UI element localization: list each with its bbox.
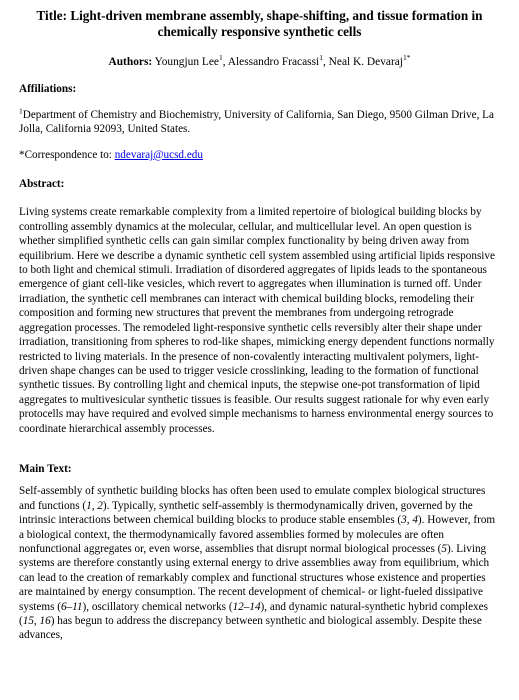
affiliations-heading: Affiliations:: [19, 83, 77, 96]
author-name: Alessandro Fracassi: [227, 56, 320, 68]
email-link[interactable]: ndevaraj@ucsd.edu: [114, 148, 203, 161]
affiliation-mark: 1: [19, 106, 23, 116]
authors-label: Authors:: [108, 56, 153, 68]
citation-ref: 1, 2: [86, 499, 103, 512]
correspondence-line: [19, 148, 500, 162]
author-name: Neal K. Devaraj: [328, 56, 403, 68]
main-text-heading: Main Text:: [19, 462, 72, 475]
affiliation-text: [19, 108, 500, 137]
affiliation-address: Department of Chemistry and Biochemistry, University of California, San Diego, 9500 Gilman Drive, La Jolla, California 92093, United States.: [19, 108, 494, 136]
title-text: Light-driven membrane assembly, shape-shifting, and tissue formation in chemically responsive synthetic cells: [70, 8, 483, 39]
main-text-segment: ). Living systems are therefore constantly using external energy to drive assemblies away from equilibrium, which can lead to the creation of remarkably complex and functional structures whose existence and properties are maintained by energy consumption. The recent development of chemical- or light-fueled dissipative systems (: [19, 542, 490, 613]
main-text-body: [19, 484, 500, 642]
citation-ref: 12–14: [232, 600, 261, 613]
main-text-segment: ) has begun to address the discrepancy between synthetic and biological assembly. Despite these advances,: [19, 615, 482, 642]
main-text-segment: ), oscillatory chemical networks (: [82, 600, 233, 613]
title-label: Title:: [36, 8, 68, 23]
main-text-segment: Self-assembly of synthetic building blocks has often been used to emulate complex biological structures and functions (: [19, 485, 486, 512]
author-affiliation-mark: 1: [218, 53, 223, 63]
citation-ref: 6–11: [60, 600, 83, 613]
main-text-segment: ). However, from a biological context, the thermodynamically favored assemblies formed by molecules are often nonfunctional aggregates or, even worse, assemblies that disrupt normal biological processes (: [19, 514, 496, 555]
author-name: Youngjun Lee: [154, 56, 219, 68]
main-text-segment: ). Typically, synthetic self-assembly is thermodynamically driven, governed by the intrinsic interactions between chemical building blocks to produce stable ensembles (: [19, 499, 473, 527]
citation-ref: 3, 4: [401, 514, 418, 527]
author-affiliation-mark: 1: [319, 53, 323, 63]
abstract-heading: Abstract:: [19, 178, 65, 191]
paper-title: [25, 8, 494, 40]
author-line: Authors: Youngjun Lee$^1$, Alessandro Fracassi$^1$, Neal K. Devaraj$^{1*}$: [108, 53, 411, 68]
citation-ref: 15, 16: [22, 615, 51, 627]
citation-ref: 5: [441, 542, 447, 555]
abstract-text: Living systems create remarkable complexity from a limited repertoire of biological building blocks by controlling assembly dynamics at the molecular, cellular, and multicellular level. An open question is whether simplified synthetic cells can gain similar complex functionality by being driven away from equilibrium. Here we describe a dynamic synthetic cell system assembled using artificial lipids responsive to both light and chemical stimuli. Irradiation of disordered aggregates of lipids leads to the spontaneous emergence of giant cell-like vesicles, which revert to aggregates when illumination is turned off. Under irradiation, the synthetic cell membranes can interact with chemical building blocks, remodeling their composition and forming new structures that prevent the membranes from undergoing retrograde aggregation processes. The remodeled light-responsive synthetic cells reversibly alter their shape under irradiation, transitioning from spheres to rod-like shapes, mimicking energy dependent functions normally restricted to living materials. In the presence of non-covalently interacting multivalent polymers, light-driven shape changes can be used to trigger vesicle crosslinking, leading to the formation of functional synthetic tissues. By controlling light and chemical inputs, the stepwise one-pot transformation of lipid aggregates to multivesicular synthetic tissues is feasible. Our results suggest rationale for why even early protocells may have required and evolved simple mechanisms to harness environmental energy sources to coordinate hierarchical assembly processes.: [19, 206, 495, 435]
correspondence-label: *Correspondence to:: [19, 148, 115, 161]
main-text-segment: ), and dynamic natural-synthetic hybrid complexes (: [19, 600, 488, 627]
author-affiliation-mark: 1*: [402, 53, 411, 63]
